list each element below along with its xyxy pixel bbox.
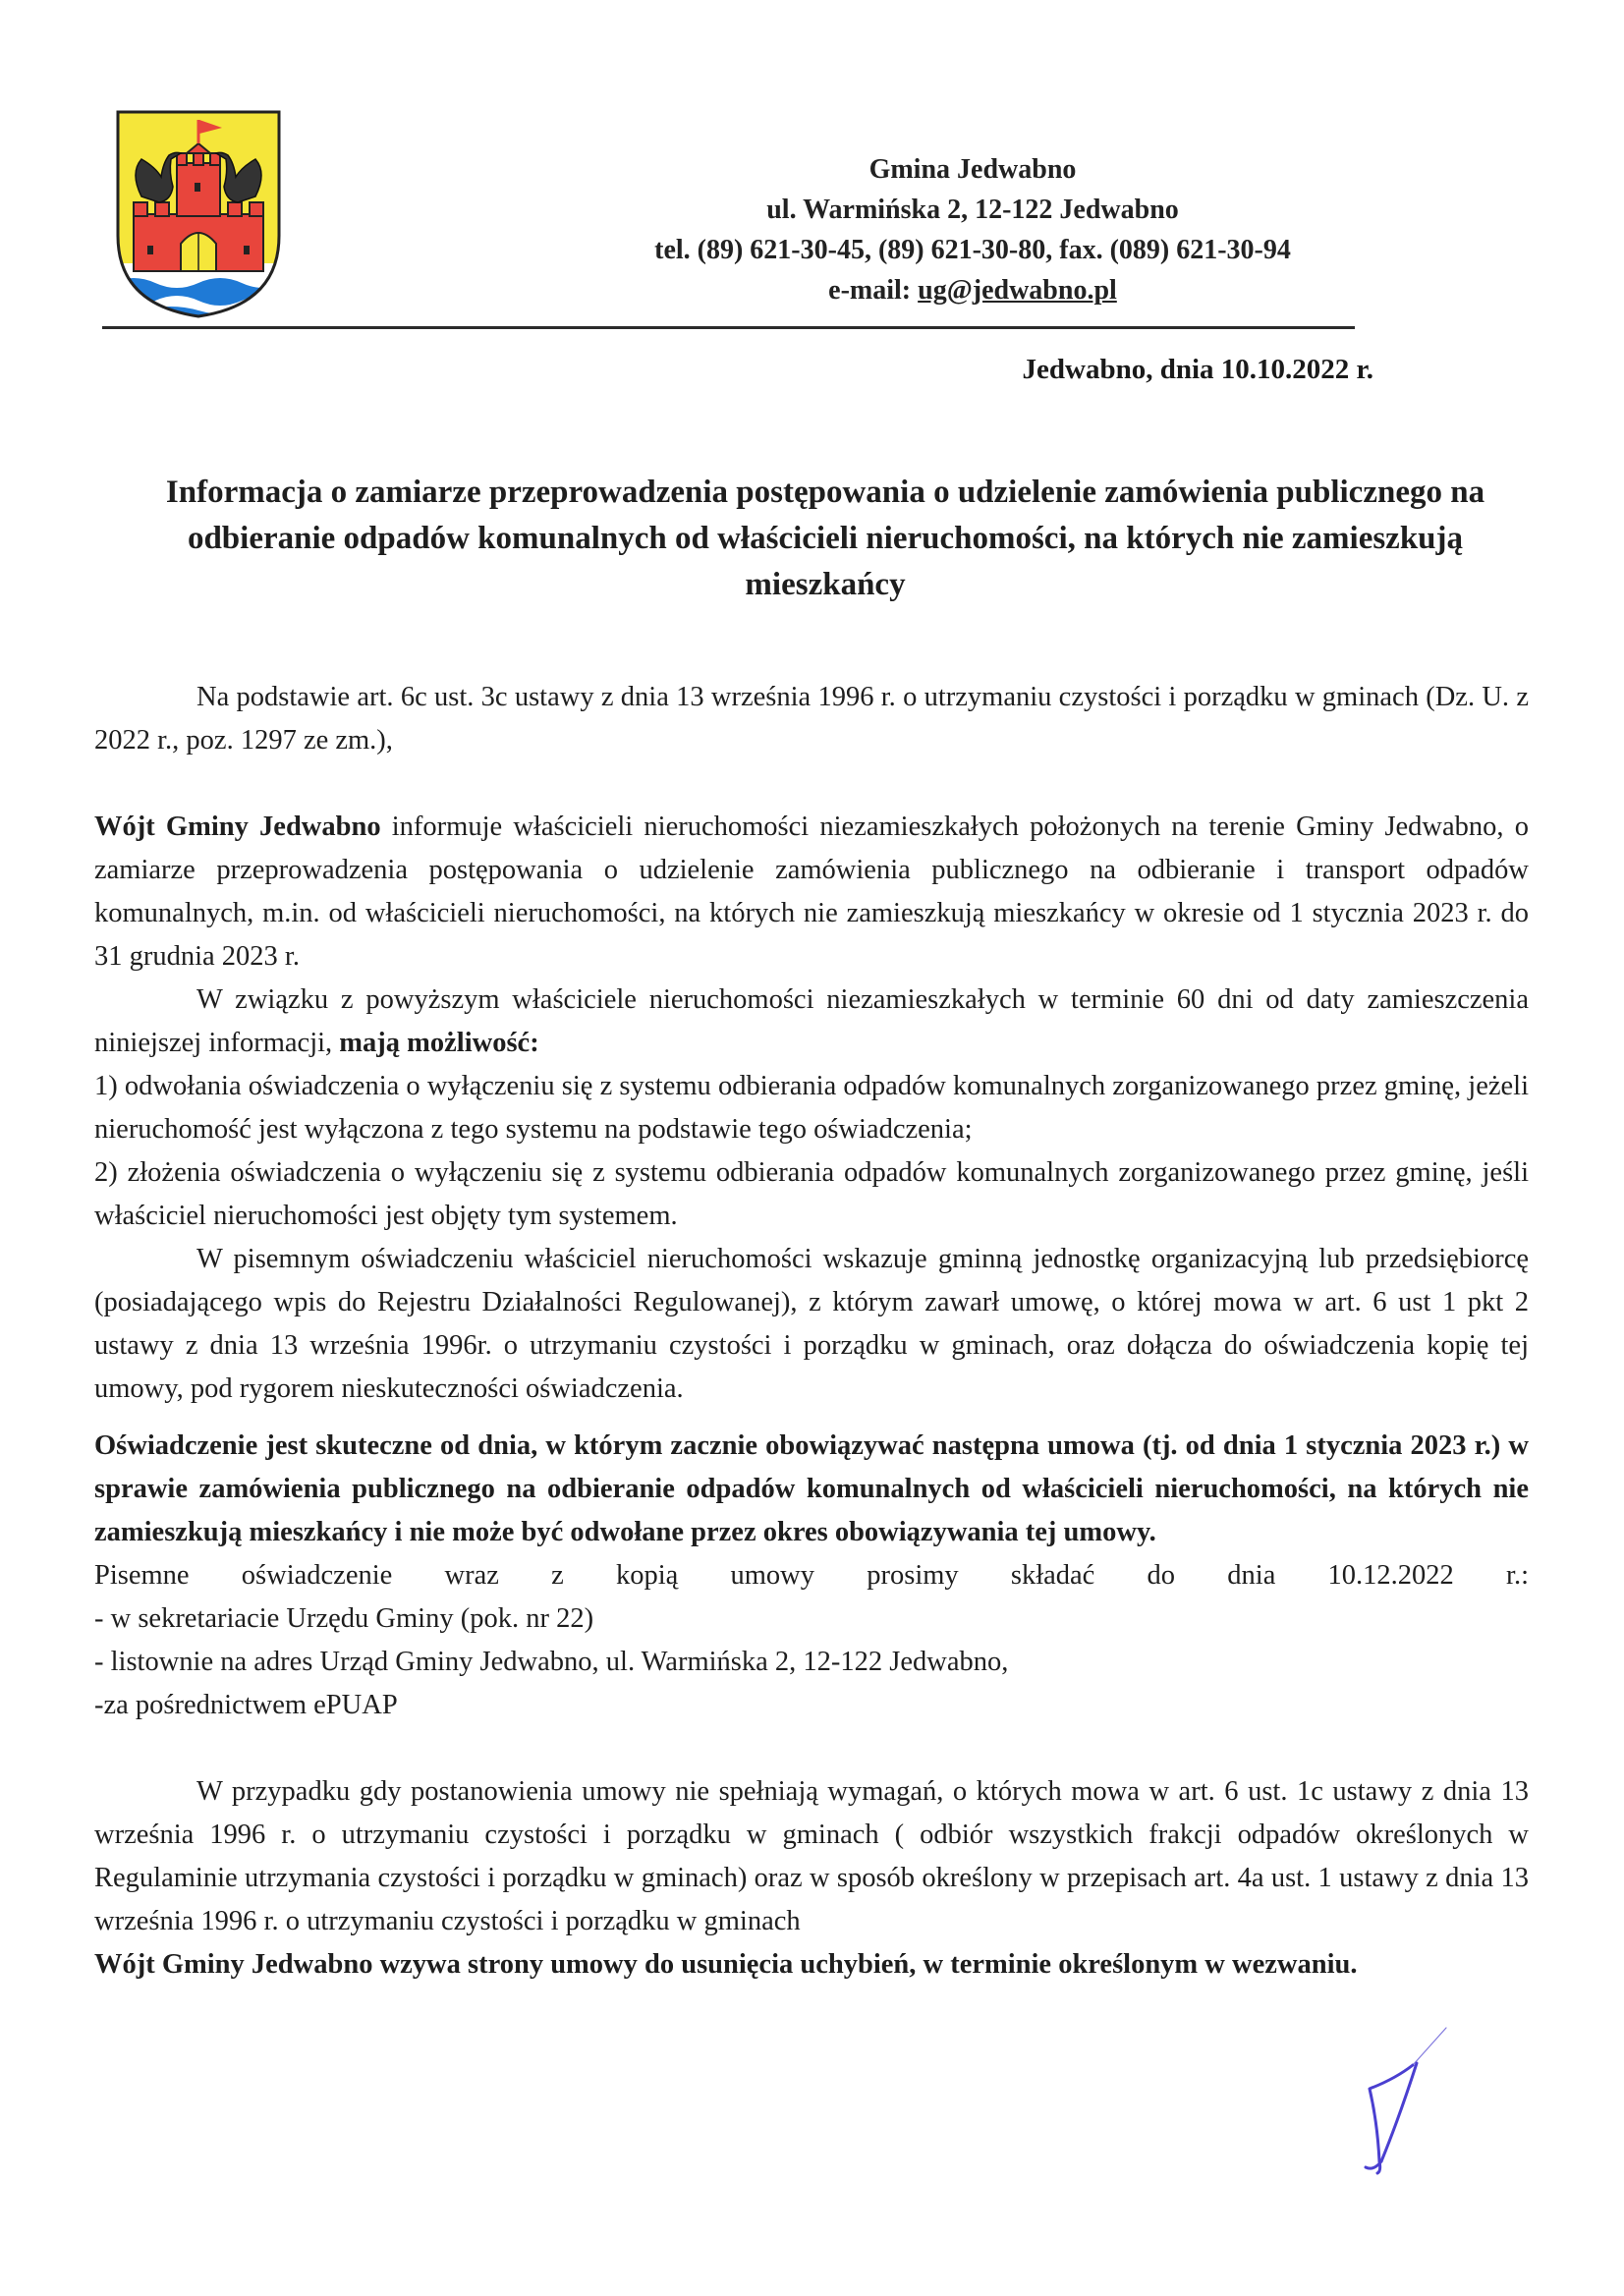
submission-option-office: - w sekretariacie Urzędu Gminy (pok. nr 22) — [94, 1603, 594, 1634]
options-intro-paragraph — [94, 979, 1529, 1065]
option-item-1: 1) odwołania oświadczenia o wyłączeniu się z systemu odbierania odpadów komunalnych zorganizowanego przez gminę, jeżeli nieruchomość jest wyłączona z tego systemu na podstawie tego oświadczenia; — [94, 1071, 1529, 1145]
non-compliance-paragraph: W przypadku gdy postanowienia umowy nie spełniają wymagań, o których mowa w art. 6 ust. 1c ustawy z dnia 13 września 1996 r. o utrzymaniu czystości i porządku w gminach ( odbiór wszystkich frakcji odpadów określonych w Regulaminie utrzymania czystości i porządku w gminach) oraz w sposób określony w przepisach art. 4a ust. 1 ustawy z dnia 13 września 1996 r. o utrzymaniu czystości i porządku w gminach — [94, 1776, 1529, 1936]
submission-deadline: Pisemne oświadczenie wraz z kopią umowy prosimy składać do dnia 10.12.2022 r.: — [94, 1560, 1529, 1591]
options-intro-emphasis: mają możliwość: — [339, 1028, 539, 1058]
options-intro-text: W związku z powyższym właściciele nieruchomości niezamieszkałych w terminie 60 dni od daty zamieszczenia niniejszej informacji, — [94, 984, 1529, 1058]
summons-paragraph: Wójt Gminy Jedwabno wzywa strony umowy do usunięcia uchybień, w terminie określonym w wezwaniu. — [94, 1949, 1358, 1980]
announcement-text: informuje właścicieli nieruchomości niezamieszkałych położonych na terenie Gminy Jedwabno, o zamiarze przeprowadzenia postępowania o udzielenie zamówienia publicznego na odbieranie i transport odpadów komunalnych, m.in. od właścicieli nieruchomości, na których nie zamieszkują mieszkańcy w okresie od 1 stycznia 2023 r. do 31 grudnia 2023 r. — [94, 812, 1529, 972]
signature-icon — [1356, 2024, 1464, 2201]
coat-of-arms-icon — [112, 108, 285, 320]
email-link[interactable]: ug@jedwabno.pl — [918, 275, 1117, 306]
header-divider — [102, 326, 1355, 329]
organization-address: ul. Warmińska 2, 12-122 Jedwabno — [766, 195, 1179, 225]
declaration-requirements-paragraph: W pisemnym oświadczeniu właściciel nieruchomości wskazuje gminną jednostkę organizacyjną lub przedsiębiorcę (posiadającego wpis do Rejestru Działalności Regulowanej), z którym zawarł umowę, o której mowa w art. 6 ust 1 pkt 2 ustawy z dnia 13 września 1996r. o utrzymaniu czystości i porządku w gminach, oraz dołącza do oświadczenia kopię tej umowy, pod rygorem nieskuteczności oświadczenia. — [94, 1244, 1529, 1404]
submission-option-mail: - listownie na adres Urząd Gminy Jedwabno, ul. Warmińska 2, 12-122 Jedwabno, — [94, 1647, 1009, 1677]
submission-option-epuap: -za pośrednictwem ePUAP — [94, 1690, 398, 1720]
organization-phones: tel. (89) 621-30-45, (89) 621-30-80, fax. (089) 621-30-94 — [654, 235, 1291, 265]
letterhead — [589, 149, 1356, 310]
document-title: Informacja o zamiarze przeprowadzenia postępowania o udzielenie zamówienia publicznego na odbieranie odpadów komunalnych od właścicieli nieruchomości, na których nie zamieszkują mieszkańcy — [165, 475, 1485, 602]
authority-name: Wójt Gminy Jedwabno — [94, 812, 381, 842]
email-label: e-mail: — [828, 275, 919, 306]
declaration-validity-paragraph: Oświadczenie jest skuteczne od dnia, w którym zacznie obowiązywać następna umowa (tj. od dnia 1 stycznia 2023 r.) w sprawie zamówienia publicznego na odbieranie odpadów komunalnych od właścicieli nieruchomości, na których nie zamieszkują mieszkańcy i nie może być odwołane przez okres obowiązywania tej umowy. — [94, 1430, 1529, 1547]
organization-email-line — [589, 270, 1356, 310]
document-body — [94, 676, 1529, 1987]
announcement-paragraph — [94, 806, 1529, 979]
document-date: Jedwabno, dnia 10.10.2022 r. — [1022, 354, 1373, 385]
option-item-2: 2) złożenia oświadczenia o wyłączeniu się z systemu odbierania odpadów komunalnych zorganizowanego przez gminę, jeśli właściciel nieruchomości jest objęty tym systemem. — [94, 1157, 1529, 1231]
organization-name: Gmina Jedwabno — [868, 154, 1077, 185]
legal-basis-paragraph: Na podstawie art. 6c ust. 3c ustawy z dnia 13 września 1996 r. o utrzymaniu czystości i porządku w gminach (Dz. U. z 2022 r., poz. 1297 ze zm.), — [94, 682, 1529, 756]
